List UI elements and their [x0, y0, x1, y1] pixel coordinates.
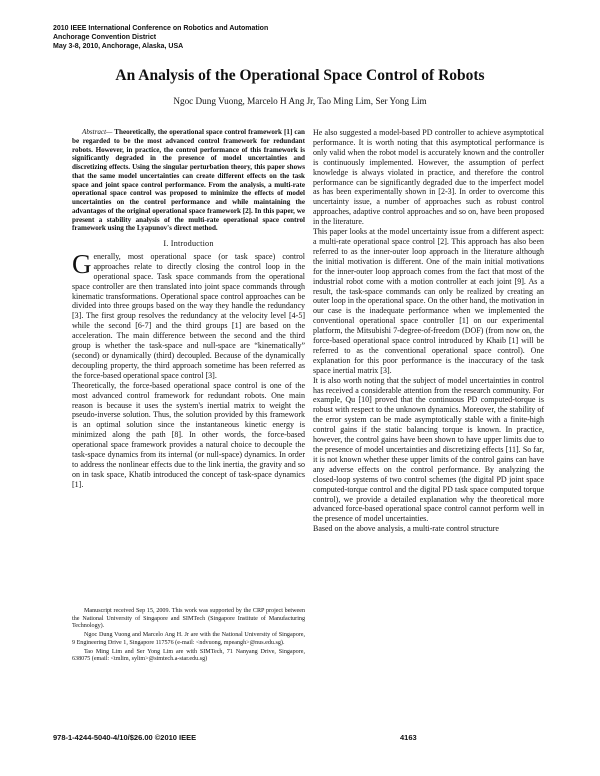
footnote-simtech-authors: Tao Ming Lim and Ser Yong Lim are with SIMTech, 71 Nanyang Drive, Singapore, 638075 (email: <tmlim, sylim>@simtech.a-star.edu.sg) [72, 648, 305, 663]
footnote-manuscript: Manuscript received Sep 15, 2009. This work was supported by the CRP project between the National University of Singapore and SIMTech (Singapore Institute of Manufacturing Technology). [72, 608, 305, 630]
intro-paragraph-2: Theoretically, the force-based operational space control is one of the most advanced control framework for redundant robots. One main reason is because it uses the system's inertial matrix to weight the pseudo-inverse solution. Thus, the solution provided by this framework is an optimal solution since the instantaneous kinetic energy is minimized along the path [8]. In other words, the force-based operational space framework provides a natural choice to decouple the task-space dynamics from its internal (or null-space) dynamics. In order to address the nonlinear effects due to the link inertia, the gravity and so on in task space, Khatib introduced the concept of task-space dynamics [1]. [72, 380, 305, 489]
section-heading-introduction: I. Introduction [163, 239, 214, 248]
page-number: 4163 [400, 733, 417, 742]
conference-venue: Anchorage Convention District [53, 34, 157, 41]
footnotes [72, 608, 305, 665]
author-list: Ngoc Dung Vuong, Marcelo H Ang Jr, Tao Ming Lim, Ser Yong Lim [173, 96, 427, 106]
body-paragraph-4: Based on the above analysis, a multi-rate control structure [313, 524, 499, 534]
paper-title: An Analysis of the Operational Space Control of Robots [115, 67, 485, 84]
right-column [313, 128, 544, 534]
conference-name: 2010 IEEE International Conference on Robotics and Automation [53, 25, 269, 32]
footnote-nus-authors: Ngoc Dung Vuong and Marcelo Ang H. Jr are with the National University of Singapore, 9 Engineering Drive 1, Singapore 117576 (e-mail: <ndvuong, mpeangh>@nus.edu.sg). [72, 632, 305, 646]
abstract-text: Theoretically, the operational space control framework [1] can be regarded to be the most advanced control framework for redundant robots. However, in practice, the control performance of this framework is significantly degraded in the presence of model uncertainties and discretizing effects. Using the singular perturbation theory, this paper shows that the same model uncertainties can create different effects on the task space and joint space control performance. From the analysis, a multi-rate operational space control was proposed to minimize the effects of model uncertainties on the control performance and while maintaining the advantages of the original operational space framework [2]. In this paper, we present a stability analysis of the multi-rate operational space control framework using the Lyapunov's direct method. [72, 128, 305, 233]
intro-paragraph-1-text: enerally, most operational space (or task space) control approaches relate to directly closing the control loop in the operational space. Task space commands from the operational space controller are then translated into joint space commands through kinematic transformations. Operational space control approaches can be divided into three groups based on the way they handle the redundancy [3]. The first group resolves the redundancy at the velocity level [4-5] while the second [6-7] and the third groups [1] are based on the acceleration. The main difference between the second and the third group is whether the task-space and null-space are “kinematically” (second) or dynamically (third) decoupled. Because of the dynamically decoupling property, the third approach sometime has been referred as the force-based operational space control [3]. [72, 251, 305, 380]
conference-dates: May 3-8, 2010, Anchorage, Alaska, USA [53, 43, 184, 50]
isbn-copyright: 978-1-4244-5040-4/10/$26.00 ©2010 IEEE [53, 733, 197, 742]
drop-cap: G [72, 248, 92, 279]
conference-header [53, 24, 268, 51]
left-column [72, 128, 305, 490]
body-paragraph-1: He also suggested a model-based PD controller to achieve asymptotical performance. It is worth noting that this asymptotical performance is only valid when the robot model is accurately known and the controller is continuously implemented. However, the assumption of perfect knowledge is always violated in practice, and therefore the control performance can be significantly degraded due to the imperfect model as has been experimentally shown in [2-3]. In order to overcome this uncertainty issue, a number of approaches such as robust control approaches, adaptive control approaches and so on, have been proposed in the literature. [313, 128, 544, 227]
body-paragraph-2: This paper looks at the model uncertainty issue from a different aspect: a multi-rate operational space control [2]. This approach has also been referred to as the inner-outer loop approach in the literature although the initial motivation is different. One of the main initial motivations for the inner-outer loop approach comes from the fact that most of the industrial robot come with a motion controller at each joint [9]. As a result, the task-space commands can only be realized by creating an outer loop in the operational space. On the other hand, the motivation in our case is the inadequate performance when we implemented the conventional operational space controller [1] on our experimental platform, the Mitsubishi 7-degree-of-freedom (DOF) (from now on, the force-based operational space control introduced by Khaib [1] will be referred to as the conventional operational space control). One explanation for this poor performance is the inaccuracy of the task space inertial matrix [3]. [313, 227, 544, 375]
abstract-lead: Abstract— [82, 128, 113, 136]
intro-paragraph-1 [72, 248, 305, 381]
abstract [72, 128, 305, 233]
body-paragraph-3: It is also worth noting that the subject of model uncertainties in control has received a considerable attention from the research community. For example, Qu [10] proved that the continuous PD computed-torque is robust with respect to the unknown dynamics. Moreover, the stability of the error system can be made asymptotically stable with a finite-high control gains if the static balancing torque is known. In practice, however, the control gains have been shown to have upper limits due to the presence of model uncertainties and discretizing effects [11]. So far, it is not known whether these upper limits of the control gains can have any adverse effects on the control performance. By analyzing the closed-loop systems of two control schemes (the digital PD joint space computed-torque control and the digital PD task space computed torque control), we provide a detailed explanation why the theoretical more advanced force-based operational space control cannot perform well in the presence of model uncertainties. [313, 375, 544, 524]
